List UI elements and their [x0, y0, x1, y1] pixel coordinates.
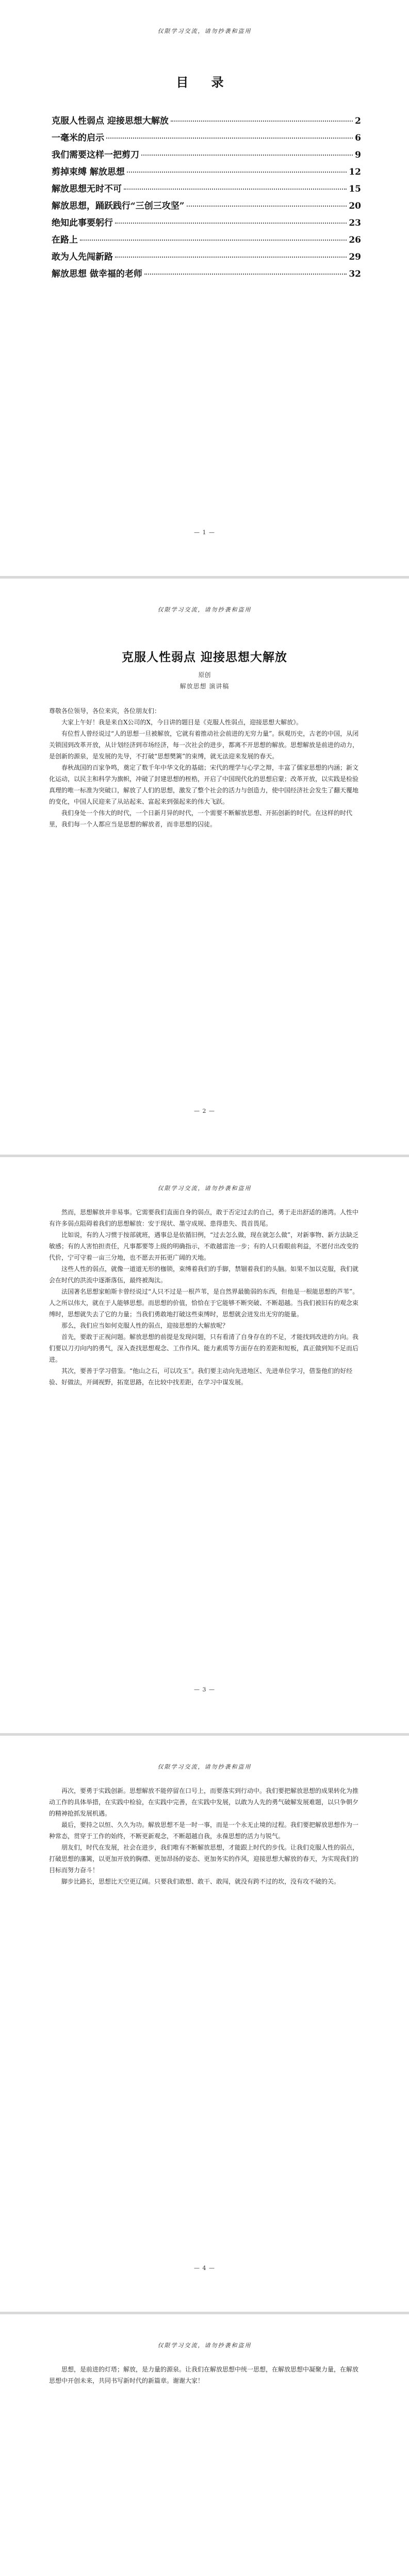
- toc-entry-title: 克服人性弱点 迎接思想大解放: [52, 116, 169, 126]
- toc-entry-page: 2: [355, 116, 361, 126]
- page-header: 仅限学习交流，请勿抄袭和盗用: [157, 1185, 252, 1192]
- article-title: 克服人性弱点 迎接思想大解放: [121, 650, 287, 664]
- article-subtitle: 原创: [198, 671, 211, 679]
- paragraph: 然而，思想解放并非易事。它需要我们直面自身的弱点，敢于否定过去的自己，勇于走出舒适的港湾。人性中有许多弱点阻碍着我们的思想解放：安于现状、墨守成规、患得患失、畏首畏尾。: [49, 1209, 359, 1227]
- toc-entry[interactable]: [52, 198, 361, 215]
- toc-leader: [80, 240, 347, 241]
- page-3: [0, 1157, 409, 1733]
- page-number: — 2 —: [194, 1108, 215, 1114]
- toc-leader: [187, 206, 347, 207]
- paragraph: 脚步比路长，思想比天空更辽阔。只要我们敢想、敢干、敢闯，就没有跨不过的坎，没有攻不破的关。: [61, 1878, 340, 1885]
- paragraph: 春秋战国的百家争鸣，奠定了数千年中华文化的基础；宋代的理学与心学之辩，丰富了儒家思想的内涵；新文化运动，以民主和科学为旗帜，冲破了封建思想的桎梏，开启了中国现代化的思想启蒙；改革开放，以实践是检验真理的唯一标准为突破口，解放了人们的思想，激发了整个社会的活力与创造力，使中国经济社会发生了翻天覆地的变化，中国人民迎来了从站起来、富起来到强起来的伟大飞跃。: [49, 764, 359, 805]
- paragraph: 法国著名思想家帕斯卡曾经说过“人只不过是一根芦苇，是自然界最脆弱的东西，但他是一根能思想的芦苇”。人之所以伟大，就在于人能够思想。而思想的价值，恰恰在于它能够不断突破、不断超越。当我们被旧有的观念束缚时，思想就失去了它的力量；当我们勇敢地打破这些束缚时，思想就会迸发出无穷的能量。: [49, 1288, 359, 1318]
- paragraph: 我们身处一个伟大的时代，一个日新月异的时代，一个需要不断解放思想、开拓创新的时代。在这样的时代里，我们每一个人都应当是思想的解放者，而非思想的囚徒。: [49, 809, 353, 828]
- article-body: [49, 2364, 360, 2386]
- toc-entry[interactable]: [52, 181, 361, 198]
- article-byline: 解放思想 演讲稿: [179, 683, 230, 690]
- toc-leader: [171, 121, 353, 122]
- article-body: [49, 1207, 360, 1388]
- toc-entry-page: 15: [349, 184, 361, 194]
- page-4: [0, 1736, 409, 2312]
- article-body: [49, 705, 360, 830]
- page-number: — 3 —: [194, 1686, 215, 1693]
- page-number: — 1 —: [194, 529, 215, 536]
- toc-leader: [106, 138, 353, 139]
- toc-entry[interactable]: [52, 232, 361, 249]
- paragraph: 其次，要善于学习借鉴。“他山之石，可以攻玉”。我们要主动向先进地区、先进单位学习，借鉴他们的好经验、好做法，开阔视野，拓宽思路，在比较中找差距，在学习中谋发展。: [49, 1367, 353, 1386]
- toc-leader: [141, 155, 353, 156]
- toc-leader: [127, 172, 347, 173]
- paragraph: 那么，我们应当如何克服人性的弱点，迎接思想的大解放呢？: [61, 1322, 229, 1329]
- paragraph: 最后，要持之以恒、久久为功。解放思想不是一时一事，而是一个永无止境的过程。我们要把解放思想作为一种常态，贯穿于工作的始终，不断更新观念，不断超越自我，永葆思想的活力与锐气。: [49, 1821, 359, 1840]
- toc-entry-page: 20: [349, 201, 361, 211]
- page-header: 仅限学习交流，请勿抄袭和盗用: [157, 1764, 252, 1770]
- toc-entry[interactable]: [52, 249, 361, 266]
- toc-leader: [144, 274, 347, 275]
- paragraph: 再次，要勇于实践创新。思想解放不能停留在口号上，而要落实到行动中。我们要把解放思想的成果转化为推动工作的具体举措，在实践中检验，在实践中完善，在实践中发展，以敢为人先的勇气破解发展难题，以只争朝夕的精神抢抓发展机遇。: [49, 1787, 359, 1817]
- paragraph: 尊敬各位领导，各位来宾，各位朋友们：: [49, 707, 161, 715]
- toc-entry-title: 在路上: [52, 235, 78, 245]
- toc-entry[interactable]: [52, 113, 361, 130]
- toc-entry[interactable]: [52, 215, 361, 232]
- toc-leader: [124, 189, 347, 190]
- toc-entry[interactable]: [52, 266, 361, 283]
- toc-entry-title: 敢为人先闯新路: [52, 252, 113, 262]
- toc-entry[interactable]: [52, 164, 361, 181]
- toc-entry-page: 29: [349, 252, 361, 262]
- page-5: [0, 2314, 409, 2576]
- paragraph: 首先，要敢于正视问题。解放思想的前提是发现问题，只有看清了自身存在的不足，才能找到改进的方向。我们要以刀刃向内的勇气，深入查找思想观念、工作作风、能力素质等方面存在的差距和短板，真正做到知不足而后进。: [49, 1333, 359, 1363]
- toc-entry-page: 6: [355, 133, 361, 143]
- page-header: 仅限学习交流，请勿抄袭和盗用: [157, 28, 252, 35]
- paragraph: 有位哲人曾经说过“人的思想一旦被解放，它就有着推动社会前进的无穷力量”。纵观历史，古老的中国，从闭关锁国到改革开放，从计划经济到市场经济，每一次社会的进步，都离不开思想的解放。思想解放是前进的动力，是创新的源泉，是发展的先导，不打破“思想樊篱”的束缚，就无法迎来发展的春天。: [49, 730, 359, 760]
- toc-entry-title: 解放思想，踊跃践行“三创三攻坚”: [52, 201, 185, 211]
- toc-entry-title: 一毫米的启示: [52, 133, 104, 143]
- toc-entry-title: 绝知此事要躬行: [52, 218, 113, 228]
- page-header: 仅限学习交流，请勿抄袭和盗用: [157, 606, 252, 613]
- page-1: [0, 0, 409, 576]
- toc-entry-title: 解放思想 做幸福的老师: [52, 269, 142, 279]
- paragraph: 比如说，有的人习惯于按部就班，遇事总是依循旧例，“过去怎么做，现在就怎么做”，对新事物、新方法缺乏敏感；有的人害怕担责任，凡事都要等上级的明确指示，不敢越雷池一步；有的人只看眼前利益，不愿付出改变的代价，宁可守着一亩三分地，也不愿去开拓更广阔的天地。: [49, 1231, 359, 1261]
- paragraph: 这些人性的弱点，就像一道道无形的枷锁，束缚着我们的手脚，禁锢着我们的头脑。如果不加以克服，我们就会在时代的洪流中逐渐落伍，最终被淘汰。: [49, 1265, 359, 1284]
- table-of-contents: [52, 113, 361, 283]
- toc-entry-page: 23: [349, 218, 361, 228]
- toc-entry-page: 26: [349, 235, 361, 245]
- paragraph: 朋友们，时代在发展，社会在进步，我们唯有不断解放思想，才能跟上时代的步伐。让我们克服人性的弱点，打破思想的藩篱，以更加开放的胸襟、更加昂扬的姿态、更加务实的作风，迎接思想大解放的春天，为实现我们的目标而努力奋斗！: [49, 1844, 359, 1874]
- toc-entry[interactable]: [52, 147, 361, 164]
- toc-entry[interactable]: [52, 130, 361, 147]
- toc-entry-title: 剪掉束缚 解放思想: [52, 167, 125, 177]
- toc-entry-page: 9: [355, 150, 361, 160]
- paragraph: 大家上午好！我是来自X公司的X，今日讲的题目是《克服人性弱点，迎接思想大解放》。: [61, 719, 303, 726]
- page-header: 仅限学习交流，请勿抄袭和盗用: [157, 2342, 252, 2349]
- toc-entry-title: 我们需要这样一把剪刀: [52, 150, 139, 160]
- toc-entry-title: 解放思想无时不可: [52, 184, 122, 194]
- paragraph: 思想，是前进的灯塔；解放，是力量的源泉。让我们在解放思想中统一思想，在解放思想中凝聚力量，在解放思想中开创未来，共同书写新时代的新篇章。谢谢大家！: [49, 2366, 359, 2384]
- toc-entry-page: 32: [349, 269, 361, 279]
- page-2: [0, 579, 409, 1155]
- toc-leader: [115, 223, 347, 224]
- page-number: — 4 —: [194, 2265, 215, 2272]
- toc-leader: [115, 257, 347, 258]
- toc-title: 目 录: [176, 75, 233, 90]
- toc-entry-page: 12: [349, 167, 361, 177]
- article-body: [49, 1785, 360, 1887]
